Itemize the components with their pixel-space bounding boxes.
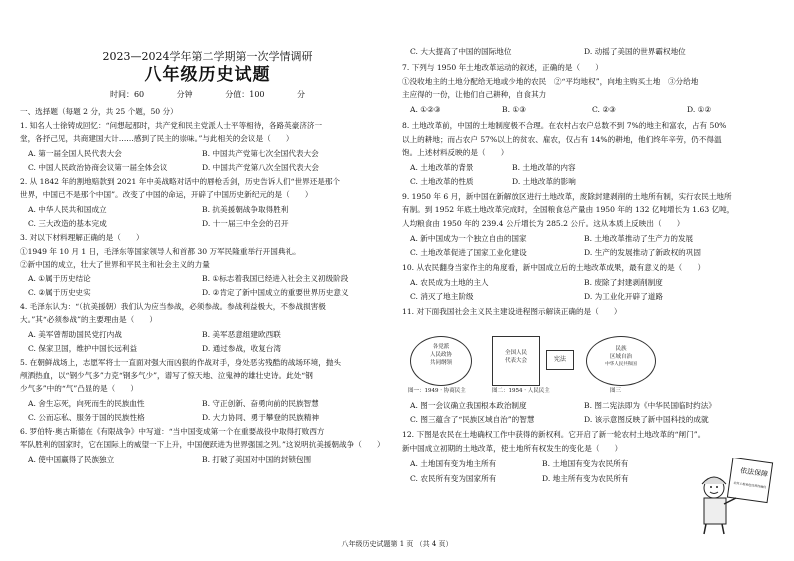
- question-text: 人均粮食由 1950 年的 239.4 公斤增长为 285.2 公斤。这从本质上反映出（ ）: [402, 219, 685, 228]
- option: A. 第一届全国人民代表大会: [28, 149, 122, 158]
- option: B. 守正创新、奋勇向前的民族智慧: [202, 399, 319, 408]
- option: C. 中国人民政治协商会议第一届全体会议: [28, 163, 168, 172]
- question-text: 11. 对下面我国社会主义民主建设进程图示解读正确的是（ ）: [402, 307, 622, 316]
- option: C. 保家卫国，维护中国长远利益: [28, 344, 138, 353]
- option: B. 打破了美国对中国的封锁包围: [202, 455, 312, 464]
- question-text: 6. 罗伯特·奥古斯德在《有限战争》中写道：“当中国变成第一个在重要战役中取得打败西方: [20, 427, 325, 436]
- exam-time: 时间：60 分钟: [109, 90, 193, 99]
- question-text: 堂，各抒己见，共商建国大计……感到了民主的崇味。”与此相关的会议是（ ）: [20, 134, 294, 143]
- option: A. 农民成为土地的主人: [410, 278, 489, 287]
- option: B. 美军恶意组建欧西联: [202, 330, 281, 339]
- option: B. 抗美援朝战争取得胜利: [202, 205, 289, 214]
- figure-1: [410, 336, 472, 386]
- option: C. ②③: [592, 105, 616, 114]
- option: A. 中华人民共和国成立: [28, 205, 107, 214]
- option: D. ②肯定了新中国成立的重要世界历史意义: [202, 288, 349, 297]
- question-text: ①1949 年 10 月 1 日，毛泽东等国家领导人和首都 30 万军民隆重举行开国典礼。: [20, 247, 301, 256]
- question-text: 12. 下图是农民在土地确权工作中获得的新权利。它开启了新一轮农村土地改革的“闸门”。: [402, 430, 706, 439]
- option: B. 土地国有变为农民所有: [542, 459, 629, 468]
- figure-3-label: 民族: [615, 346, 627, 352]
- question-text: 9. 1950 年 6 月，新中国在新解放区进行土地改革，废除封建剥削的土地所有制，实行农民土地所: [402, 192, 732, 201]
- option: C. 土地改革促进了国家工业化建设: [410, 248, 527, 257]
- option: A. 土地改革的背景: [410, 163, 474, 172]
- exam-term-title: 2023—2024学年第二学期第一次学情调研: [102, 50, 313, 63]
- exam-meta: [20, 89, 395, 100]
- option: D. 地主所有变为农民所有: [542, 474, 629, 483]
- option: A. 美军曾帮助国民党打内战: [28, 330, 122, 339]
- question-text: 以上的耕地；而占农户 57%以上的贫农、雇农，仅占有 14%的耕地，他们终年辛劳，仍不得温: [402, 135, 722, 144]
- question-text: 5. 在朝鲜战场上，志愿军将士一直面对强大而凶狠的作战对手，身处恶劣残酷的战场环境，抛头: [20, 358, 341, 367]
- option: D. 为工业化开辟了道路: [584, 292, 663, 301]
- option: C. 农民所有变为国家所有: [410, 474, 497, 483]
- option: B. ①标志着我国已经进入社会主义初级阶段: [202, 274, 349, 283]
- sign-title: 依法保障: [739, 466, 769, 479]
- question-text: 少气多”中的“气”凸显的是（ ）: [20, 384, 138, 393]
- option: C. ②属于历史史实: [28, 288, 91, 297]
- figure-1-label: 人民政协: [429, 352, 452, 358]
- question-text: 8. 土地改革前，中国的土地制度极不合理。在农村占农户总数不到 7%的地主和富农，占有 50%: [402, 121, 727, 130]
- option: A. 使中国赢得了民族独立: [28, 455, 115, 464]
- figure-3: [586, 336, 656, 386]
- option: D. 中国共产党第八次全国代表大会: [202, 163, 319, 172]
- option: B. 图二宪法即为《中华民国临时约法》: [584, 401, 716, 410]
- figure-1-label: 共同纲领: [429, 360, 452, 366]
- figure-2-constitution-label: 宪法: [553, 356, 566, 363]
- option: B. 废除了封建剥削制度: [584, 278, 663, 287]
- question-text: 颅洒热血，以“钢少气多”力克“钢多气少”，谱写了惊天地、泣鬼神的雄壮史诗。此处“钢: [20, 371, 313, 380]
- option: C. 消灭了地主阶级: [410, 292, 474, 301]
- question-text: 1. 知名人士徐铸成回忆：“问想起那时，共产党和民主党派人士平等相待，各路英豪济济一: [20, 121, 323, 130]
- question-text: 主应得的一份，让他们自己耕种，自食其力: [402, 90, 547, 99]
- figure-1-label: 各党派: [432, 344, 450, 350]
- option: D. 大力协同、勇于攀登的民族精神: [202, 413, 319, 422]
- figure-2-caption: 图二：1954 · 人民民主: [492, 388, 550, 394]
- question-text: 饱。上述材料反映的是（ ）: [402, 148, 509, 157]
- figure-3-caption: 图三: [610, 388, 622, 394]
- option: B. ①③: [502, 105, 527, 114]
- figure-3-label: 中华人民共和国: [605, 362, 637, 367]
- option: D. 动摇了美国的世界霸权地位: [584, 47, 686, 56]
- option: D. 生产的发展推动了新政权的巩固: [584, 248, 701, 257]
- option: D. 土地改革的影响: [512, 177, 576, 186]
- question-text: 2. 从 1842 年的割地赔款到 2021 年中美战略对话中的唇枪舌剑，历史告诉人们“世界还是那个: [20, 177, 341, 186]
- question-text: ①没收地主的土地分配给无地或少地的农民 ②“平均地权”，向地主购买土地 ③分给地: [402, 77, 699, 86]
- option: D. 该示意图反映了新中国科技的成就: [584, 415, 709, 424]
- farmer-cartoon: [694, 458, 774, 536]
- option: C. 图三蕴含了“民族区域自治”的智慧: [410, 415, 535, 424]
- option: C. 大大提高了中国的国际地位: [410, 47, 512, 56]
- question-text: 10. 从农民翻身当家作主的角度看，新中国成立后的土地改革成果，最有意义的是（ ）: [402, 263, 706, 272]
- left-column: [20, 0, 395, 540]
- option: B. 土地改革的内容: [512, 163, 576, 172]
- option: C. 土地改革的性质: [410, 177, 474, 186]
- question-text: 世界，中国已不是那个中国”。改变了中国的命运，开辟了中国历史新纪元的是（ ）: [20, 190, 313, 199]
- option: A. 舍生忘死，向死而生的民族血性: [28, 399, 145, 408]
- question-text: 7. 下列与 1950 年土地改革运动的叙述，正确的是（ ）: [402, 63, 603, 72]
- question-text: 大。”其“必须参战”的主要理由是（ ）: [20, 315, 157, 324]
- option: A. 土地国有变为地主所有: [410, 459, 497, 468]
- figure-3-label: 区域自治: [609, 354, 632, 360]
- sign-subtext: 农村土地承包经营权确权: [733, 480, 767, 490]
- exam-score: 分值：100 分: [225, 90, 306, 99]
- option: A. 图一会议确立我国根本政治制度: [410, 401, 527, 410]
- figure-2-label: 全国人民: [504, 350, 527, 356]
- option: A. ①属于历史结论: [28, 274, 91, 283]
- option: B. 土地改革推动了生产力的发展: [584, 234, 694, 243]
- option: D. 十一届三中全会的召开: [202, 219, 289, 228]
- exam-title: 八年级历史试题: [144, 65, 271, 85]
- option: A. ①②③: [410, 105, 441, 114]
- page-footer: 八年级历史试题第 1 页 （共 4 页）: [341, 540, 453, 548]
- option: D. ①②: [687, 105, 712, 114]
- option: C. 公而忘私、服务于国的民族性格: [28, 413, 145, 422]
- question-text: 新中国成立初期的土地改革，使土地所有权发生的变化是（ ）: [402, 444, 623, 453]
- question-text: 有制。到 1952 年底土地改革完成时，全国粮食总产量由 1950 年的 132 亿吨增长为 1.63 亿吨，: [402, 205, 735, 214]
- figure-1-caption: 图一：1949 · 协商民主: [408, 388, 466, 394]
- option: D. 通过参战，收复台湾: [202, 344, 281, 353]
- figure-2-label: 代表大会: [504, 358, 527, 364]
- option: C. 三大改造的基本完成: [28, 219, 107, 228]
- right-column: [402, 0, 777, 540]
- q11-figures: [402, 336, 662, 396]
- option: B. 中国共产党第七次全国代表大会: [202, 149, 319, 158]
- question-text: 3. 对以下材料理解正确的是（ ）: [20, 233, 144, 242]
- figure-2: [492, 336, 540, 386]
- question-text: 4. 毛泽东认为：“（抗美援朝）我们认为应当参战，必须参战。参战利益极大，不参战损害极: [20, 302, 326, 311]
- option: A. 新中国成为一个独立自由的国家: [410, 234, 527, 243]
- section-heading: 一、选择题（每题 2 分，共 25 个题，50 分）: [20, 107, 178, 116]
- question-text: 军队胜利的国家时，它在国际上的威望一下上升，中国便跃进为世界强国之列。”这说明抗美援朝战争（ ）: [20, 440, 385, 449]
- question-text: ②新中国的成立，壮大了世界和平民主和社会主义的力量: [20, 260, 210, 269]
- figure-2-constitution: [546, 350, 574, 370]
